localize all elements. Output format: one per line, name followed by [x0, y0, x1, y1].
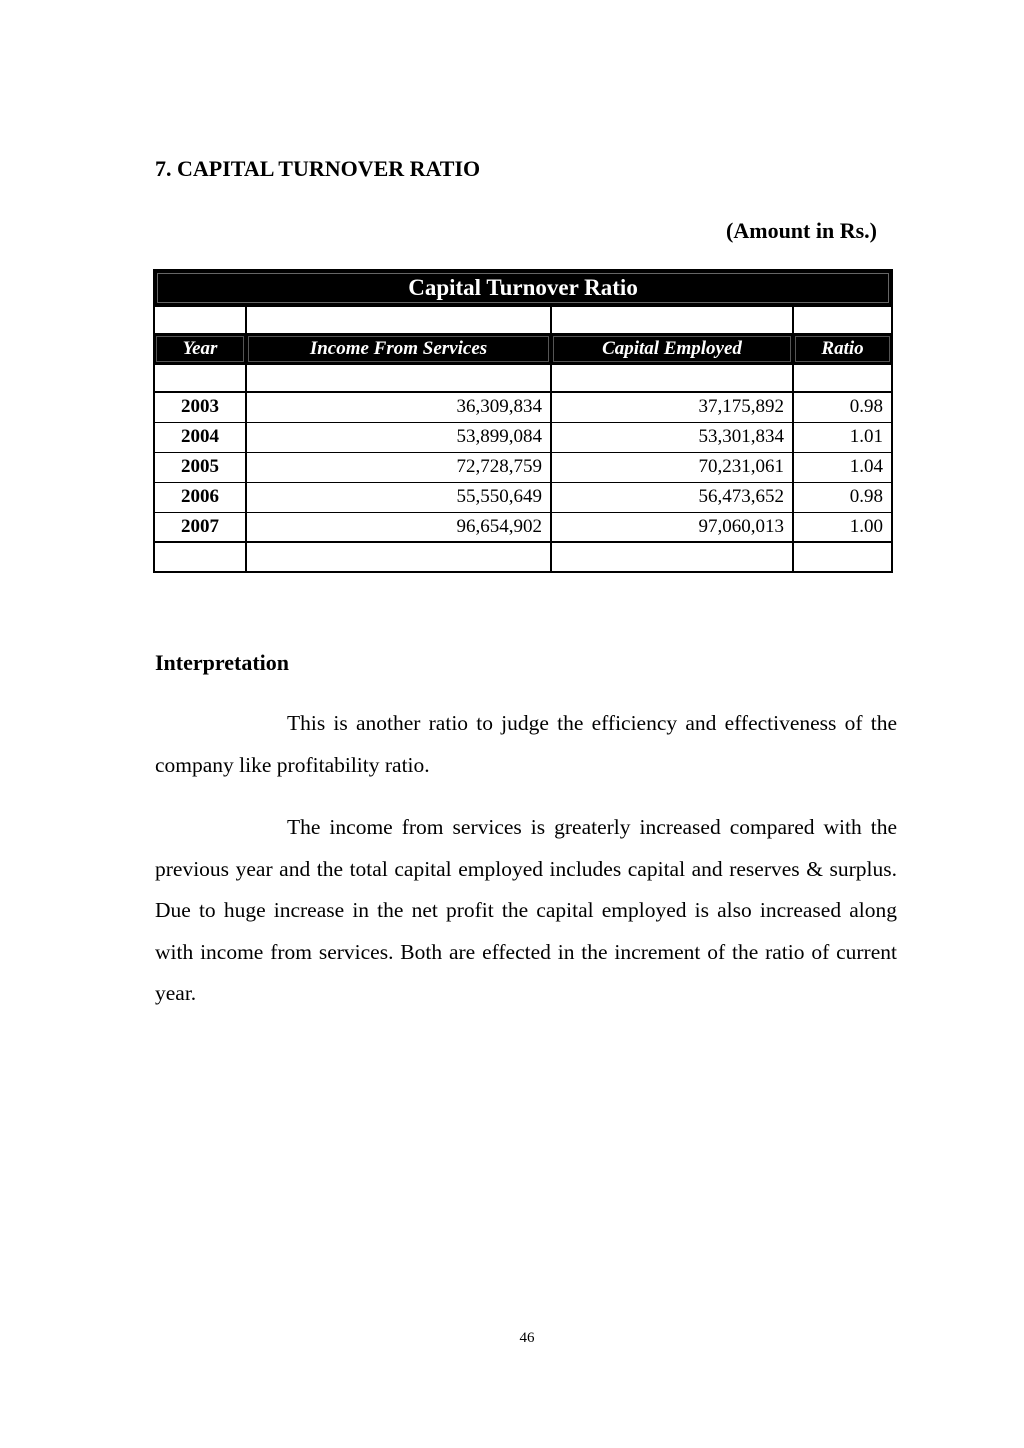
cell-ratio: 1.04 [793, 452, 892, 482]
table-row [154, 482, 892, 512]
column-header-capital: Capital Employed [551, 334, 793, 364]
page-number: 46 [519, 1330, 535, 1346]
table-row [154, 452, 892, 482]
cell-year: 2007 [154, 512, 246, 542]
column-header-ratio: Ratio [793, 334, 892, 364]
table-title: Capital Turnover Ratio [154, 270, 892, 306]
cell-ratio: 1.01 [793, 422, 892, 452]
interpretation-heading: Interpretation [155, 650, 290, 675]
cell-capital: 37,175,892 [551, 392, 793, 422]
table-spacer-row [154, 542, 892, 572]
table-header-row [154, 334, 892, 364]
cell-income: 53,899,084 [246, 422, 551, 452]
cell-income: 36,309,834 [246, 392, 551, 422]
table-spacer-row [154, 306, 892, 334]
cell-year: 2006 [154, 482, 246, 512]
cell-capital: 97,060,013 [551, 512, 793, 542]
cell-ratio: 0.98 [793, 392, 892, 422]
cell-capital: 56,473,652 [551, 482, 793, 512]
cell-ratio: 1.00 [793, 512, 892, 542]
amount-note: (Amount in Rs.) [726, 218, 877, 243]
column-header-year: Year [154, 334, 246, 364]
cell-year: 2004 [154, 422, 246, 452]
table-row [154, 422, 892, 452]
section-heading: 7. CAPITAL TURNOVER RATIO [155, 156, 481, 181]
cell-capital: 53,301,834 [551, 422, 793, 452]
interpretation-paragraph: The income from services is greaterly increased compared with the previous year and the total capital employed includes capital and reserves & surplus. Due to huge increase in the net profit the capital employed is also increased along with income from services. Both are effected in the increment of the ratio of current year. [155, 815, 897, 1005]
cell-year: 2003 [154, 392, 246, 422]
cell-year: 2005 [154, 452, 246, 482]
column-header-income: Income From Services [246, 334, 551, 364]
cell-income: 96,654,902 [246, 512, 551, 542]
interpretation-paragraph: This is another ratio to judge the efficiency and effectiveness of the company like profitability ratio. [155, 711, 897, 777]
cell-capital: 70,231,061 [551, 452, 793, 482]
cell-income: 55,550,649 [246, 482, 551, 512]
cell-ratio: 0.98 [793, 482, 892, 512]
capital-turnover-table [153, 269, 893, 573]
table-title-row [154, 270, 892, 306]
table-row [154, 512, 892, 542]
table-spacer-row [154, 364, 892, 392]
cell-income: 72,728,759 [246, 452, 551, 482]
table-row [154, 392, 892, 422]
